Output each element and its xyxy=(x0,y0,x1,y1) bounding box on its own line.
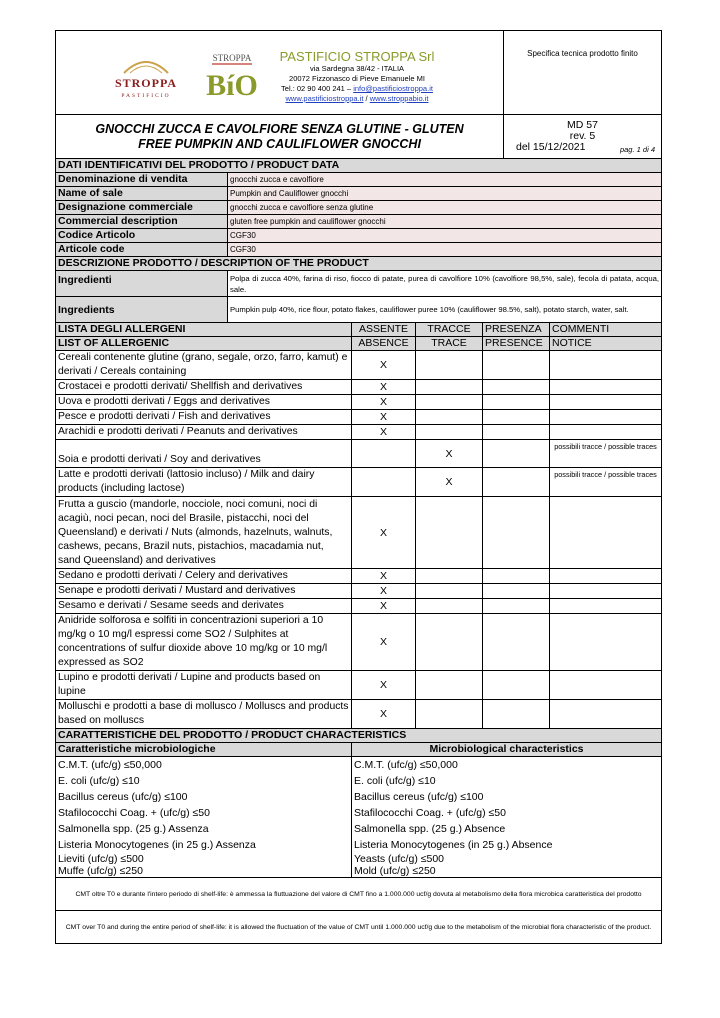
product-data-value: CGF30 xyxy=(228,243,662,257)
allergens-title-en: LIST OF ALLERGENIC xyxy=(56,337,352,351)
micro-en-line: C.M.T. (ufc/g) ≤50,000 xyxy=(354,759,458,771)
allergen-name: Uova e prodotti derivati / Eggs and derivatives xyxy=(56,395,352,410)
allergen-note xyxy=(550,569,662,584)
allergen-name: Senape e prodotti derivati / Mustard and derivatives xyxy=(56,584,352,599)
allergen-row xyxy=(56,410,662,425)
logo-area xyxy=(56,31,504,115)
document-header xyxy=(55,30,662,159)
allergen-row xyxy=(56,584,662,599)
allergen-note xyxy=(550,410,662,425)
allergens-title-it: LISTA DEGLI ALLERGENI xyxy=(56,323,352,337)
revision: rev. 5 xyxy=(569,130,596,142)
allergen-row xyxy=(56,440,662,468)
micro-it-line: Salmonella spp. (25 g.) Assenza xyxy=(58,823,209,835)
allergen-trace-mark xyxy=(416,599,483,614)
product-data-label: Designazione commerciale xyxy=(56,201,228,215)
allergen-absent-mark: X xyxy=(352,614,416,671)
allergen-note xyxy=(550,599,662,614)
allergen-presence-mark xyxy=(483,497,550,569)
col-trace-en: TRACE xyxy=(416,337,483,351)
allergen-trace-mark xyxy=(416,425,483,440)
allergen-name: Pesce e prodotti derivati / Fish and derivatives xyxy=(56,410,352,425)
product-data-row xyxy=(56,187,662,201)
allergen-absent-mark xyxy=(352,468,416,497)
product-title-line-2: FREE PUMPKIN AND CAULIFLOWER GNOCCHI xyxy=(138,136,421,151)
allergen-trace-mark xyxy=(416,700,483,729)
company-info xyxy=(261,49,453,104)
allergens-table xyxy=(55,322,662,729)
micro-it-line: Muffe (ufc/g) ≤250 xyxy=(58,865,143,877)
allergen-trace-mark: X xyxy=(416,468,483,497)
micro-en-title: Microbiological characteristics xyxy=(352,743,662,757)
col-trace-it: TRACCE xyxy=(416,323,483,337)
product-data-row xyxy=(56,229,662,243)
company-address-1: via Sardegna 38/42 - ITALIA xyxy=(309,64,405,73)
ingredients-label: Ingredients xyxy=(56,297,228,323)
product-data-label: Denominazione di vendita xyxy=(56,173,228,187)
allergen-name: Arachidi e prodotti derivati / Peanuts and derivatives xyxy=(56,425,352,440)
stroppa-logo-subtext: PASTIFICIO xyxy=(121,93,171,99)
col-notes-en: NOTICE xyxy=(550,337,662,351)
allergen-row xyxy=(56,671,662,700)
allergen-trace-mark xyxy=(416,584,483,599)
allergen-presence-mark xyxy=(483,614,550,671)
col-presence-en: PRESENCE xyxy=(483,337,550,351)
micro-it-line: Listeria Monocytogenes (in 25 g.) Assenza xyxy=(58,839,256,851)
allergen-note xyxy=(550,584,662,599)
product-data-row xyxy=(56,201,662,215)
stroppa-bio-logo-icon xyxy=(204,51,260,105)
allergen-presence-mark xyxy=(483,440,550,468)
allergen-row xyxy=(56,425,662,440)
allergen-note xyxy=(550,395,662,410)
micro-en-line: Salmonella spp. (25 g.) Absence xyxy=(354,823,506,835)
spec-label: Specifica tecnica prodotto finito xyxy=(504,31,662,115)
company-address-2: 20072 Fizzonasco di Pieve Emanuele MI xyxy=(289,74,425,83)
allergen-row xyxy=(56,351,662,380)
allergen-note xyxy=(550,497,662,569)
allergen-absent-mark: X xyxy=(352,700,416,729)
allergen-note xyxy=(550,380,662,395)
allergen-absent-mark: X xyxy=(352,410,416,425)
allergen-absent-mark: X xyxy=(352,497,416,569)
micro-en-line: Stafilococchi Coag. + (ufc/g) ≤50 xyxy=(354,807,506,819)
micro-en-line: Yeasts (ufc/g) ≤500 xyxy=(354,853,445,865)
product-data-value: gnocchi zucca e cavolfiore xyxy=(228,173,662,187)
allergen-absent-mark: X xyxy=(352,425,416,440)
allergen-presence-mark xyxy=(483,410,550,425)
allergen-trace-mark xyxy=(416,671,483,700)
micro-it-title: Caratteristiche microbiologiche xyxy=(56,743,352,757)
product-data-row xyxy=(56,215,662,229)
allergen-note xyxy=(550,614,662,671)
micro-en-line: Listeria Monocytogenes (in 25 g.) Absence xyxy=(354,839,553,851)
doc-code: MD 57 xyxy=(567,119,598,131)
ingredienti-value: Polpa di zucca 40%, farina di riso, fiocco di patate, purea di cavolfiore 10% (cavolfiore 98,5%, sale), fecola di patata, acqua, sale. xyxy=(228,271,662,297)
description-section-title: DESCRIZIONE PRODOTTO / DESCRIPTION OF THE PRODUCT xyxy=(56,257,662,271)
allergen-presence-mark xyxy=(483,700,550,729)
company-websites xyxy=(261,94,453,104)
website-separator: / xyxy=(365,94,368,103)
bio-logo-mark: BíO xyxy=(206,69,258,102)
allergen-name: Crostacei e prodotti derivati/ Shellfish and derivatives xyxy=(56,380,352,395)
allergen-absent-mark: X xyxy=(352,395,416,410)
micro-en-line: E. coli (ufc/g) ≤10 xyxy=(354,775,436,787)
stroppa-logo-icon xyxy=(106,49,186,105)
allergen-row xyxy=(56,569,662,584)
bio-logo-text: STROPPA xyxy=(212,53,252,63)
product-data-section-title: DATI IDENTIFICATIVI DEL PRODOTTO / PRODUCT DATA xyxy=(56,159,662,173)
allergen-absent-mark: X xyxy=(352,584,416,599)
allergen-note xyxy=(550,671,662,700)
col-notes-it: COMMENTI xyxy=(550,323,662,337)
micro-it-list xyxy=(56,757,352,878)
allergen-absent-mark: X xyxy=(352,569,416,584)
allergen-absent-mark: X xyxy=(352,380,416,395)
allergen-name: Molluschi e prodotti a base di mollusco / Molluscs and products based on molluscs xyxy=(56,700,352,729)
micro-it-line: C.M.T. (ufc/g) ≤50,000 xyxy=(58,759,162,771)
allergen-note xyxy=(550,351,662,380)
allergen-presence-mark xyxy=(483,468,550,497)
allergen-row xyxy=(56,395,662,410)
page-number: pag. 1 di 4 xyxy=(619,145,655,154)
company-name: PASTIFICIO STROPPA Srl xyxy=(279,49,435,64)
allergen-note: possibili tracce / possible traces xyxy=(550,468,662,497)
allergen-absent-mark: X xyxy=(352,671,416,700)
allergen-trace-mark xyxy=(416,380,483,395)
product-data-value: CGF30 xyxy=(228,229,662,243)
allergen-name: Sesamo e derivati / Sesame seeds and derivates xyxy=(56,599,352,614)
micro-en-line: Mold (ufc/g) ≤250 xyxy=(354,865,436,877)
allergen-name: Anidride solforosa e solfiti in concentrazioni superiori a 10 mg/kg o 10 mg/l espressi come SO2 / Sulphites at concentrations of sulfur dioxide above 10 mg/kg or 10 mg/l expressed as SO2 xyxy=(56,614,352,671)
allergen-row xyxy=(56,700,662,729)
micro-it-line: E. coli (ufc/g) ≤10 xyxy=(58,775,140,787)
note-en: CMT over T0 and during the entire period of shelf-life: it is allowed the fluctuation of the value of CMT until 1.000.000 ucf/g due to the metabolism of the microbial flora characteristic of the product. xyxy=(56,911,662,944)
allergen-presence-mark xyxy=(483,395,550,410)
allergen-trace-mark: X xyxy=(416,440,483,468)
allergen-trace-mark xyxy=(416,569,483,584)
ingredienti-label: Ingredienti xyxy=(56,271,228,297)
product-data-table xyxy=(55,158,662,323)
website-link-1[interactable]: www.pastificiostroppa.it xyxy=(285,94,364,103)
revision-date: del 15/12/2021 xyxy=(516,141,586,153)
allergen-presence-mark xyxy=(483,569,550,584)
allergen-name: Soia e prodotti derivati / Soy and derivatives xyxy=(56,440,352,468)
allergen-name: Cereali contenente glutine (grano, segale, orzo, farro, kamut) e derivati / Cereals containing xyxy=(56,351,352,380)
col-absent-en: ABSENCE xyxy=(352,337,416,351)
allergen-absent-mark: X xyxy=(352,599,416,614)
allergen-note xyxy=(550,425,662,440)
allergen-row xyxy=(56,599,662,614)
note-it: CMT oltre T0 e durante l'intero periodo di shelf-life: è ammessa la fluttuazione del valore di CMT fino a 1.000.000 ucf/g dovuta al metabolismo della flora microbica caratteristica del prodotto xyxy=(56,878,662,911)
product-data-label: Commercial description xyxy=(56,215,228,229)
allergen-presence-mark xyxy=(483,425,550,440)
allergen-trace-mark xyxy=(416,351,483,380)
product-data-label: Name of sale xyxy=(56,187,228,201)
allergen-name: Frutta a guscio (mandorle, nocciole, noci comuni, noci di acagiù, noci pecan, noci del Brasile, pistacchi, noci del Queensland) e derivati / Nuts (almonds, hazelnuts, walnuts, cashews, pecans, Brazil nuts, pistachios, macadamia nut, sand Queensland) and derivatives xyxy=(56,497,352,569)
allergen-note xyxy=(550,700,662,729)
product-title-line-1: GNOCCHI ZUCCA E CAVOLFIORE SENZA GLUTINE - GLUTEN xyxy=(95,121,464,136)
allergen-presence-mark xyxy=(483,584,550,599)
allergen-row xyxy=(56,614,662,671)
product-data-label: Codice Articolo xyxy=(56,229,228,243)
company-contacts xyxy=(261,84,453,94)
product-data-label: Articole code xyxy=(56,243,228,257)
company-email-link[interactable]: info@pastificiostroppa.it xyxy=(353,84,433,93)
product-title xyxy=(56,115,504,159)
allergen-name: Latte e prodotti derivati (lattosio incluso) / Milk and dairy products (including lactose) xyxy=(56,468,352,497)
allergen-name: Lupino e prodotti derivati / Lupine and products based on lupine xyxy=(56,671,352,700)
col-presence-it: PRESENZA xyxy=(483,323,550,337)
allergen-absent-mark xyxy=(352,440,416,468)
product-data-value: Pumpkin and Cauliflower gnocchi xyxy=(228,187,662,201)
allergen-row xyxy=(56,380,662,395)
allergen-trace-mark xyxy=(416,410,483,425)
allergen-presence-mark xyxy=(483,380,550,395)
document-page xyxy=(55,30,661,944)
allergen-name: Sedano e prodotti derivati / Celery and derivatives xyxy=(56,569,352,584)
stroppa-logo-text: STROPPA xyxy=(114,76,178,90)
product-data-value: gluten free pumpkin and cauliflower gnocchi xyxy=(228,215,662,229)
allergen-trace-mark xyxy=(416,395,483,410)
characteristics-table xyxy=(55,728,662,944)
characteristics-section-title: CARATTERISTICHE DEL PRODOTTO / PRODUCT CHARACTERISTICS xyxy=(56,729,662,743)
product-data-row xyxy=(56,173,662,187)
allergen-note: possibili tracce / possible traces xyxy=(550,440,662,468)
micro-it-line: Stafilococchi Coag. + (ufc/g) ≤50 xyxy=(58,807,210,819)
allergen-row xyxy=(56,497,662,569)
allergen-row xyxy=(56,468,662,497)
allergen-presence-mark xyxy=(483,599,550,614)
allergen-presence-mark xyxy=(483,671,550,700)
allergen-trace-mark xyxy=(416,614,483,671)
product-data-value: gnocchi zucca e cavolfiore senza glutine xyxy=(228,201,662,215)
company-phone: Tel.: 02 90 400 241 – xyxy=(281,84,352,93)
micro-it-line: Lieviti (ufc/g) ≤500 xyxy=(58,853,144,865)
product-data-row xyxy=(56,243,662,257)
ingredients-value: Pumpkin pulp 40%, rice flour, potato flakes, cauliflower puree 10% (cauliflower 98.5%, salt), potato starch, water, salt. xyxy=(228,297,662,323)
allergen-trace-mark xyxy=(416,497,483,569)
micro-it-line: Bacillus cereus (ufc/g) ≤100 xyxy=(58,791,188,803)
allergen-absent-mark: X xyxy=(352,351,416,380)
website-link-2[interactable]: www.stroppabio.it xyxy=(369,94,429,103)
revision-box xyxy=(504,115,662,159)
col-absent-it: ASSENTE xyxy=(352,323,416,337)
allergen-presence-mark xyxy=(483,351,550,380)
micro-en-list xyxy=(352,757,662,878)
micro-en-line: Bacillus cereus (ufc/g) ≤100 xyxy=(354,791,484,803)
